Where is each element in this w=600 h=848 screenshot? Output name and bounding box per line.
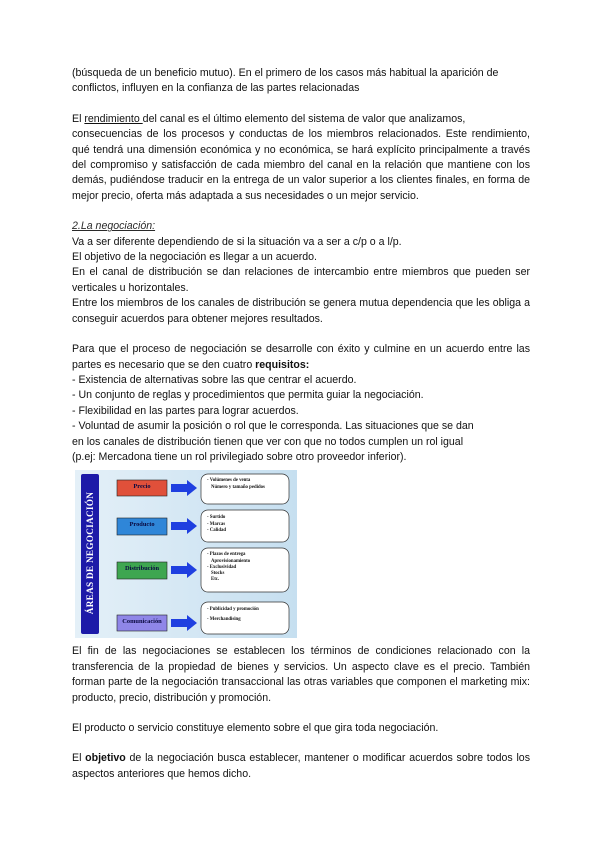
detail-line: - Volúmenes de venta — [207, 478, 251, 484]
category-label-comunicacion: Comunicación — [122, 618, 162, 626]
details-distribucion — [207, 552, 250, 583]
negociacion-line-4: Entre los miembros de los canales de distribución se genera mutua dependencia que les obliga a conseguir acuerdos para obtener mejores resultados. — [72, 297, 530, 325]
detail-line: Número y tamaño pedidos — [211, 484, 265, 490]
rendimiento-keyword: rendimiento — [84, 112, 143, 125]
objetivo-keyword: objetivo — [85, 752, 126, 765]
negociacion-line-1: Va a ser diferente dependiendo de si la situación va a ser a c/p o a l/p. — [72, 235, 402, 248]
detail-line: - Plazos de entrega — [207, 552, 246, 558]
detail-line: Etc. — [211, 577, 220, 583]
requisito-1: - Existencia de alternativas sobre las que centrar el acuerdo. — [72, 373, 357, 386]
requisitos-keyword: requisitos: — [255, 358, 310, 371]
category-label-producto: Producto — [129, 521, 155, 529]
producto-paragraph: El producto o servicio constituye elemento sobre el que gira toda negociación. — [72, 721, 439, 734]
rendimiento-line-1 — [72, 112, 530, 127]
detail-line: Aprovisionamiento — [211, 558, 251, 564]
rendimiento-line1-rest: del canal es el último elemento del sistema de valor que analizamos, — [142, 112, 466, 125]
detail-line: - Publicidad y promoción — [207, 607, 259, 613]
requisito-4-line-2: en los canales de distribución tienen que ver con que no todos cumplen un rol igual — [72, 435, 464, 448]
detail-line: - Calidad — [207, 527, 227, 533]
details-producto — [207, 515, 226, 534]
fin-negociaciones-paragraph: El fin de las negociaciones se establecen los términos de condiciones relacionado con la transferencia de la propiedad de bienes y servicios. Un aspecto clave es el precio. También forman parte de la negociación transaccional las otras variables que componen el marketing mix: producto, precio, distribución y promoción. — [72, 645, 530, 704]
requisito-2: - Un conjunto de reglas y procedimientos que permita guiar la negociación. — [72, 389, 424, 402]
requisito-4-line-3: (p.ej: Mercadona tiene un rol privilegiado sobre otro proveedor inferior). — [72, 450, 407, 463]
negociacion-line-3: En el canal de distribución se dan relaciones de intercambio entre miembros que pueden ser verticales u horizontales. — [72, 266, 530, 294]
category-label-distribucion: Distribución — [124, 565, 160, 573]
requisito-3: - Flexibilidad en las partes para lograr acuerdos. — [72, 404, 299, 417]
objetivo-rest: de la negociación busca establecer, mantener o modificar acuerdos sobre todos los aspectos anteriores que hemos dicho. — [72, 752, 530, 780]
details-comunicacion — [207, 607, 259, 622]
areas-de-negociacion-label: ÁREAS DE NEGOCIACIÓN — [85, 492, 95, 615]
detail-line: Stocks — [211, 570, 225, 576]
intro-line-1: (búsqueda de un beneficio mutuo). En el primero de los casos más habitual la aparición de — [72, 67, 499, 79]
diagram-graphic — [75, 470, 297, 638]
rendimiento-body: consecuencias de los procesos y conductas de los miembros relacionados. Este rendimiento, qué tendrá una dimensión económica y no económica, se hará explícito principalmente a través del compromiso y satisfacción de cada miembro del canal en la relación que mantiene con los demás, pudiéndose traducir en la entrega de un valor superior a los clientes finales, en forma de mejor precio, oferta más adaptada a sus necesidades o un mejor servicio. — [72, 128, 530, 202]
requisitos-intro — [72, 342, 530, 373]
detail-line: - Marcas — [207, 521, 226, 527]
document-page — [72, 66, 530, 782]
requisito-4-line-1: - Voluntad de asumir la posición o rol que le corresponda. Las situaciones que se dan — [72, 420, 474, 433]
detail-line: - Exclusividad — [207, 564, 237, 570]
intro-line-2: conflictos, influyen en la confianza de las partes relacionadas — [72, 82, 360, 95]
negotiation-areas-diagram — [75, 470, 297, 638]
rendimiento-prefix: El — [72, 112, 85, 125]
details-precio — [207, 478, 265, 490]
objetivo-prefix: El — [72, 752, 86, 765]
vertical-label-container — [83, 476, 97, 630]
negociacion-line-2: El objetivo de la negociación es llegar a un acuerdo. — [72, 251, 317, 264]
detail-line: - Surtido — [207, 515, 226, 521]
section-heading-negociacion: 2.La negociación: — [72, 220, 156, 233]
detail-line: - Merchandising — [207, 616, 241, 622]
objetivo-paragraph — [72, 751, 530, 782]
category-label-precio: Precio — [133, 483, 151, 491]
requisitos-intro-text: Para que el proceso de negociación se desarrolle con éxito y culmine en un acuerdo entre las partes es necesario que se den cuatro — [72, 343, 530, 371]
